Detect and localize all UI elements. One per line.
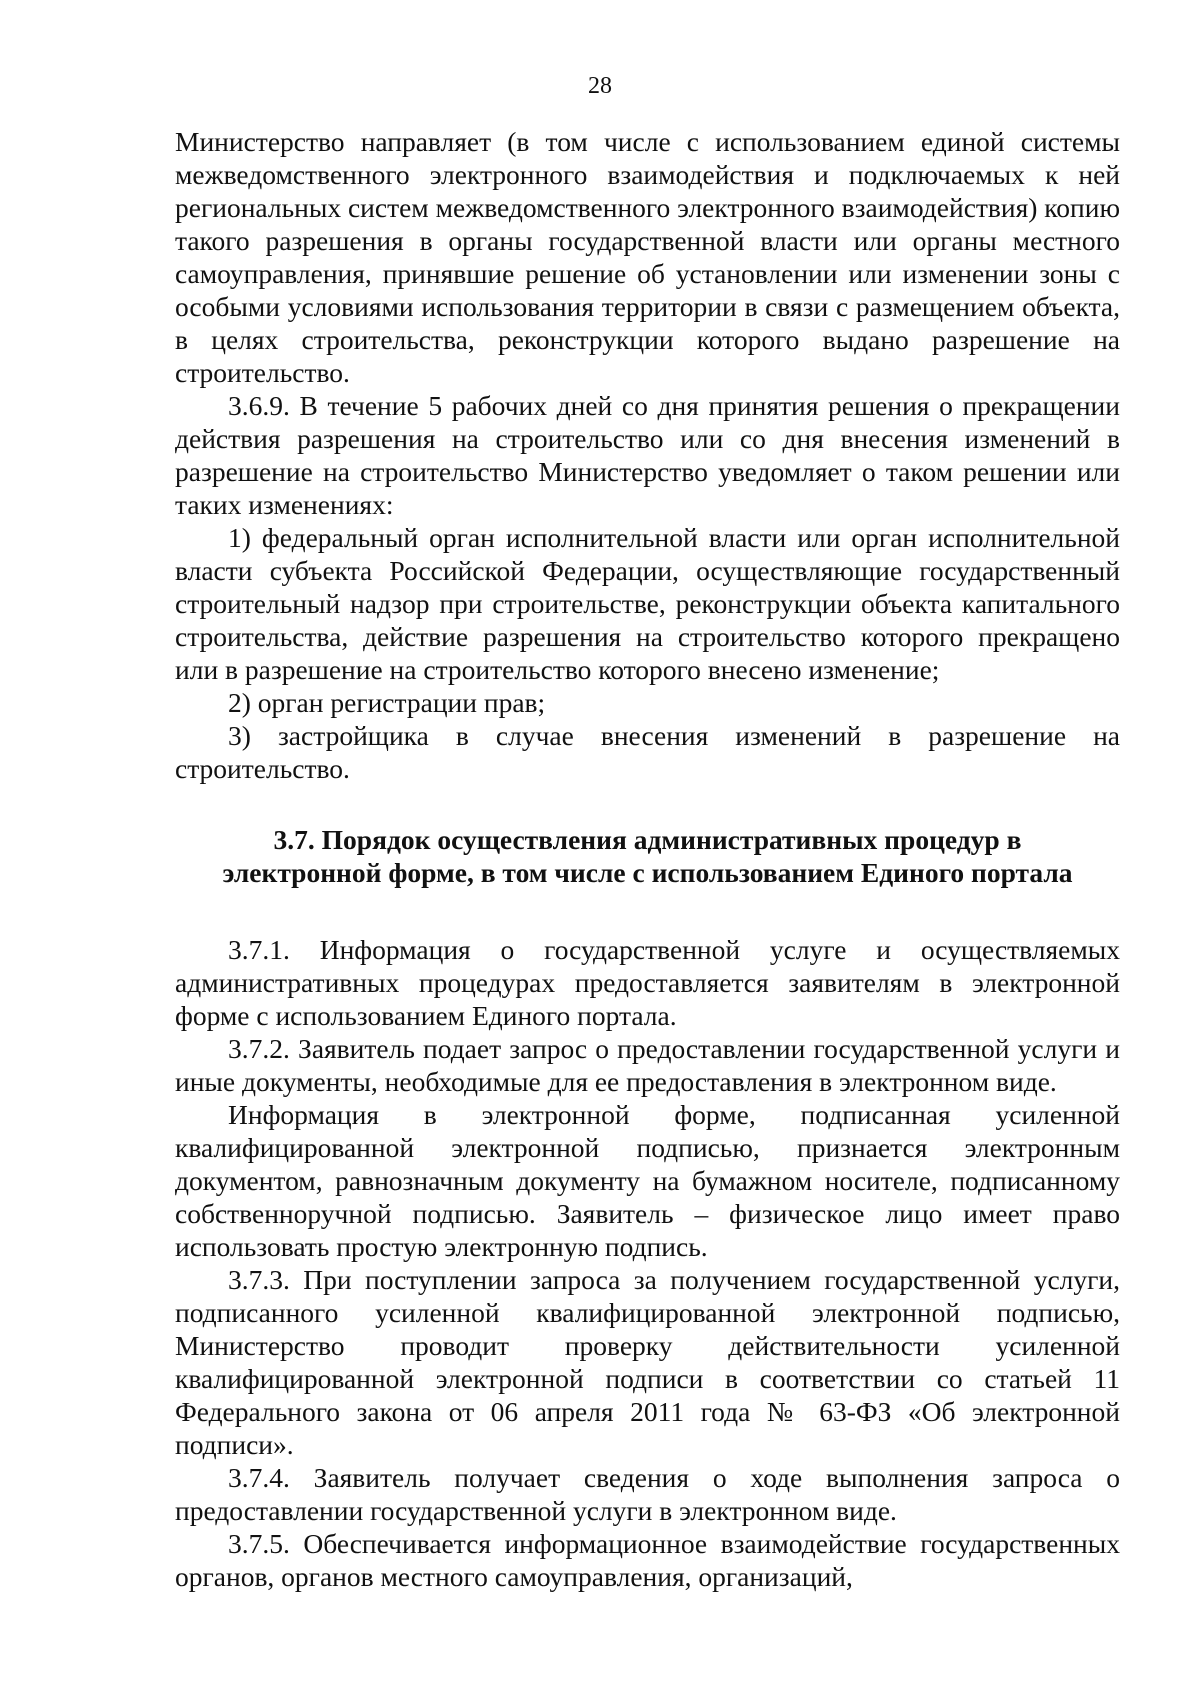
section-heading-line-1: 3.7. Порядок осуществления административных процедур в [273, 824, 1022, 855]
paragraph-3-7-4: 3.7.4. Заявитель получает сведения о ходе выполнения запроса о предоставлении государственной услуги в электронном виде. [175, 1462, 1120, 1526]
section-heading-line-2: электронной форме, в том числе с использованием Единого портала [222, 857, 1073, 888]
section-heading-3-7 [175, 823, 1120, 889]
paragraph-3-7-1: 3.7.1. Информация о государственной услуге и осуществляемых административных процедурах предоставляется заявителям в электронной форме с использованием Единого портала. [175, 934, 1120, 1031]
paragraph-3-7-3: 3.7.3. При поступлении запроса за получением государственной услуги, подписанного усиленной квалифицированной электронной подписью, Министерство проводит проверку действительности усиленной квалифицированной электронной подписи в соответствии со статьей 11 Федерального закона от 06 апреля 2011 года № 63-ФЗ «Об электронной подписи». [175, 1264, 1120, 1460]
document-body [175, 125, 1120, 1593]
list-item-3-developer: 3) застройщика в случае внесения изменений в разрешение на строительство. [175, 720, 1120, 784]
paragraph-3-7-2: 3.7.2. Заявитель подает запрос о предоставлении государственной услуги и иные документы, необходимые для ее предоставления в электронном виде. [175, 1033, 1120, 1097]
page-number: 28 [588, 73, 612, 99]
paragraph-3-6-9: 3.6.9. В течение 5 рабочих дней со дня принятия решения о прекращении действия разрешения на строительство или со дня внесения изменений в разрешение на строительство Министерство уведомляет о таком решении или таких изменениях: [175, 390, 1120, 520]
paragraph-electronic-signature-info: Информация в электронной форме, подписанная усиленной квалифицированной электронной подписью, признается электронным документом, равнозначным документу на бумажном носителе, подписанному собственноручной подписью. Заявитель – физическое лицо имеет право использовать простую электронную подпись. [175, 1099, 1120, 1262]
list-item-2-registration-body: 2) орган регистрации прав; [228, 687, 546, 718]
paragraph-3-7-5: 3.7.5. Обеспечивается информационное взаимодействие государственных органов, органов местного самоуправления, организаций, [175, 1528, 1120, 1592]
paragraph-ministry-sends-copy: Министерство направляет (в том числе с использованием единой системы межведомственного электронного взаимодействия и подключаемых к ней региональных систем межведомственного электронного взаимодействия) копию такого разрешения в органы государственной власти или органы местного самоуправления, принявшие решение об установлении или изменении зоны с особыми условиями использования территории в связи с размещением объекта, в целях строительства, реконструкции которого выдано разрешение на строительство. [175, 126, 1120, 388]
list-item-1-federal-body: 1) федеральный орган исполнительной власти или орган исполнительной власти субъекта Российской Федерации, осуществляющие государственный строительный надзор при строительстве, реконструкции объекта капитального строительства, действие разрешения на строительство которого прекращено или в разрешение на строительство которого внесено изменение; [175, 522, 1120, 685]
